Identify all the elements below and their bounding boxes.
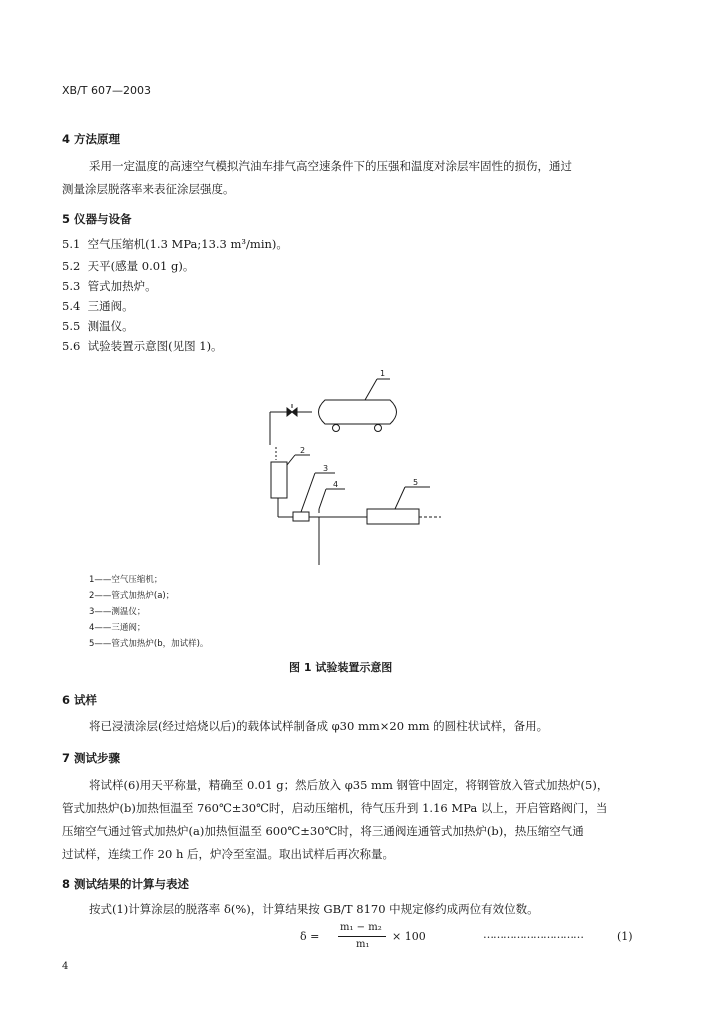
tank-wheel-left xyxy=(333,425,340,432)
tank-wheel-right xyxy=(375,425,382,432)
diagram-label-3: 3 xyxy=(323,464,329,473)
item-5-2-text: 天平(感量 0.01 g)。 xyxy=(87,259,195,273)
legend-item-5: 5——管式加热炉(b，加试样)。 xyxy=(89,639,209,649)
section-7-para-line3: 压缩空气通过管式加热炉(a)加热恒温至 600℃±30℃时，将三通阀连通管式加热炉(b)，热压缩空气通 xyxy=(62,824,584,838)
item-5-6-text: 试验装置示意图(见图 1)。 xyxy=(87,339,223,353)
item-5-2 xyxy=(62,258,194,274)
legend-item-2: 2——管式加热炉(a)； xyxy=(89,591,175,601)
item-5-3 xyxy=(62,278,157,294)
compressor-tank xyxy=(319,400,397,424)
item-5-5-num: 5.5 xyxy=(62,319,81,333)
outlet-valve xyxy=(287,408,297,416)
test-apparatus-diagram xyxy=(255,365,455,570)
section-8-para-line1: 按式(1)计算涂层的脱落率 δ(%)，计算结果按 GB/T 8170 中规定修约成两位有效位数。 xyxy=(89,902,539,916)
item-5-1-num: 5.1 xyxy=(62,237,81,251)
legend-item-3: 3——测温仪； xyxy=(89,607,146,617)
formula-numerator: m₁ − m₂ xyxy=(340,922,382,933)
thermometer xyxy=(293,512,309,521)
formula-times: × 100 xyxy=(392,930,426,943)
section-7-para-line4: 过试样，连续工作 20 h 后，炉冷至室温。取出试样后再次称量。 xyxy=(62,847,395,861)
section-7-para-line1: 将试样(6)用天平称量，精确至 0.01 g；然后放入 φ35 mm 钢管中固定，将钢管放入管式加热炉(5)， xyxy=(89,778,609,792)
section-5-title: 5 仪器与设备 xyxy=(62,212,132,226)
section-6-title: 6 试样 xyxy=(62,693,98,707)
item-5-4-num: 5.4 xyxy=(62,299,81,313)
diagram-label-2: 2 xyxy=(300,446,306,455)
item-5-5 xyxy=(62,318,134,334)
standard-header: XB/T 607—2003 xyxy=(62,84,151,97)
item-5-4 xyxy=(62,298,134,314)
item-5-6 xyxy=(62,338,223,354)
formula-denominator: m₁ xyxy=(356,939,370,950)
item-5-6-num: 5.6 xyxy=(62,339,81,353)
section-7-para-line2: 管式加热炉(b)加热恒温至 760℃±30℃时，启动压缩机，待气压升到 1.16 MPa 以上，开启管路阀门，当 xyxy=(62,801,608,815)
item-5-1-text: 空气压缩机(1.3 MPa;13.3 m³/min)。 xyxy=(87,237,288,251)
item-5-4-text: 三通阀。 xyxy=(87,299,134,313)
section-4-para-line2: 测量涂层脱落率来表征涂层强度。 xyxy=(62,182,235,196)
formula-equation-number: (1) xyxy=(617,930,633,943)
diagram-label-1: 1 xyxy=(380,369,386,378)
section-4-para-line1: 采用一定温度的高速空气模拟汽油车排气高空速条件下的压强和温度对涂层牢固性的损伤，通过 xyxy=(89,159,572,173)
heating-furnace-b xyxy=(367,509,419,524)
section-8-title: 8 测试结果的计算与表述 xyxy=(62,877,190,891)
section-4-title: 4 方法原理 xyxy=(62,132,121,146)
item-5-2-num: 5.2 xyxy=(62,259,81,273)
diagram-label-5: 5 xyxy=(413,478,419,487)
section-7-title: 7 测试步骤 xyxy=(62,751,121,765)
item-5-1 xyxy=(62,236,288,252)
item-5-3-num: 5.3 xyxy=(62,279,81,293)
page-number: 4 xyxy=(62,961,69,972)
figure-caption: 图 1 试验装置示意图 xyxy=(289,661,393,674)
section-6-para-line1: 将已浸渍涂层(经过焙烧以后)的载体试样制备成 φ30 mm×20 mm 的圆柱状试样，备用。 xyxy=(89,719,549,733)
diagram-label-4: 4 xyxy=(333,480,339,489)
heating-furnace-a xyxy=(271,462,287,498)
fraction-bar xyxy=(338,936,386,937)
formula-leader-dots: ………………………… xyxy=(483,928,583,941)
legend-item-1: 1——空气压缩机； xyxy=(89,575,163,585)
item-5-5-text: 测温仪。 xyxy=(87,319,134,333)
formula-lhs: δ = xyxy=(300,930,320,943)
legend-item-4: 4——三通阀； xyxy=(89,623,146,633)
item-5-3-text: 管式加热炉。 xyxy=(87,279,157,293)
